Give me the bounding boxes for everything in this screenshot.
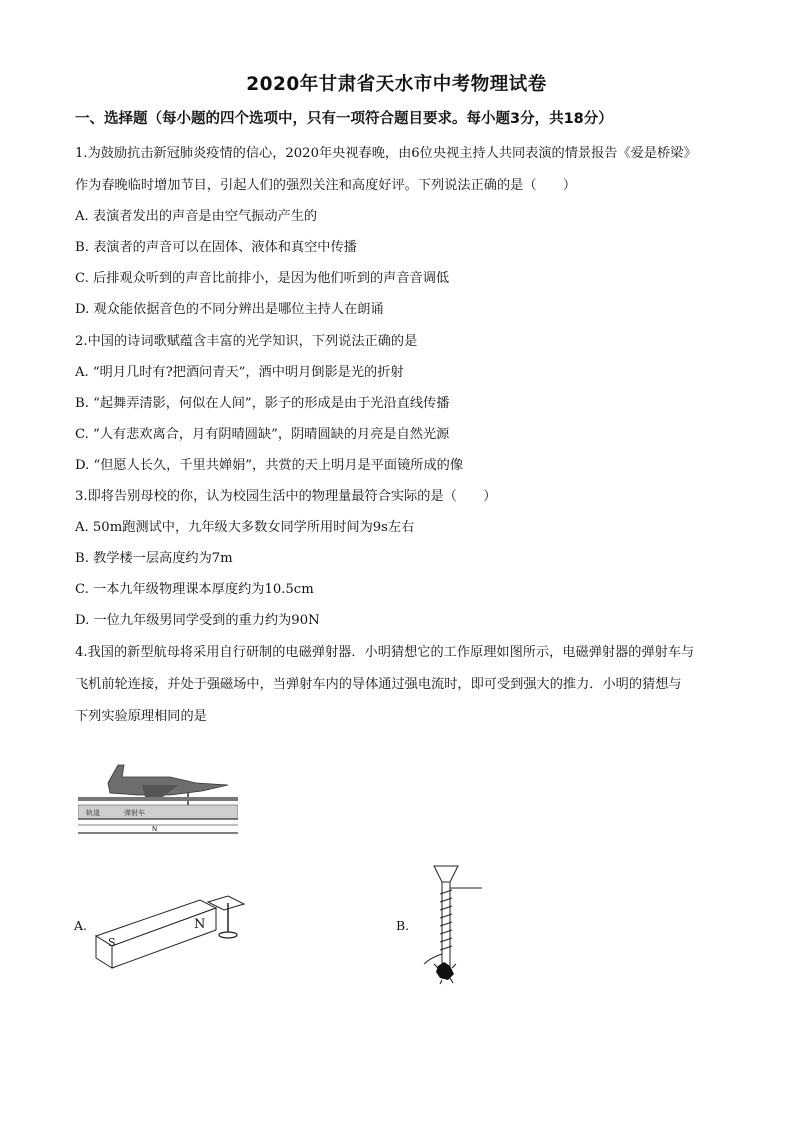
iron-filings (434, 962, 456, 984)
q4-stem-line-3: 下列实验原理相同的是 (75, 709, 207, 724)
compass-stand-base (219, 932, 237, 938)
q3-option-a: A. 50m跑测试中，九年级大多数女同学所用时间为9s左右 (75, 520, 415, 535)
catapult-aircraft-figure (78, 755, 238, 837)
q3-option-b: B. 教学楼一层高度约为7m (75, 551, 233, 566)
q1-option-b: B. 表演者的声音可以在固体、液体和真空中传播 (75, 240, 357, 255)
q3-option-d: D. 一位九年级男同学受到的重力约为90N (75, 613, 320, 628)
pole-label: N (152, 825, 158, 833)
q3-stem: 3.即将告别母校的你，认为校园生活中的物理量最符合实际的是（ ） (75, 489, 497, 504)
q2-option-b: B. “起舞弄清影，何似在人间”，影子的形成是由于光沿直线传播 (75, 396, 450, 411)
q4-stem-line-1: 4.我国的新型航母将采用自行研制的电磁弹射器．小明猜想它的工作原理如图所示，电磁弹射器的弹射车与 (75, 645, 695, 660)
section-heading: 一、选择题（每小题的四个选项中，只有一项符合题目要求。每小题3分，共18分） (75, 111, 613, 127)
q1-option-c: C. 后排观众听到的声音比前排小，是因为他们听到的声音音调低 (75, 271, 450, 286)
q1-stem-line-1: 1.为鼓励抗击新冠肺炎疫情的信心，2020年央视春晚，由6位央视主持人共同表演的情景报告《爱是桥梁》 (75, 146, 697, 161)
track-label: 轨道 (86, 809, 100, 817)
coil-wire-bottom (424, 954, 442, 964)
q3-option-c: C. 一本九年级物理课本厚度约为10.5cm (75, 582, 314, 597)
track-body (78, 805, 238, 819)
q4-option-b-label: B. (396, 918, 410, 933)
bar-magnet-compass-figure (92, 888, 267, 970)
cart-label: 弹射车 (124, 809, 145, 817)
q1-option-a: A. 表演者发出的声音是由空气振动产生的 (75, 209, 318, 224)
electromagnet-figure (420, 862, 490, 987)
q4-stem-line-2: 飞机前轮连接，并处于强磁场中，当弹射车内的导体通过强电流时，即可受到强大的推力．小明的猜想与 (75, 677, 682, 692)
q2-option-a: A. “明月几时有?把酒问青天”，酒中明月倒影是光的折射 (75, 365, 404, 380)
q2-option-c: C. “人有悲欢离合，月有阴晴圆缺”，阴晴圆缺的月亮是自然光源 (75, 427, 450, 442)
magnet-north-label: N (194, 917, 206, 932)
nail-body (442, 882, 450, 970)
q1-option-d: D. 观众能依据音色的不同分辨出是哪位主持人在朗诵 (75, 302, 384, 317)
q2-option-d: D. “但愿人长久，千里共婵娟”，共赏的天上明月是平面镜所成的像 (75, 458, 464, 473)
q1-stem-line-2: 作为春晚临时增加节目，引起人们的强烈关注和高度好评。下列说法正确的是（ ） (75, 178, 577, 193)
q2-stem: 2.中国的诗词歌赋蕴含丰富的光学知识，下列说法正确的是 (75, 334, 418, 349)
track-top (78, 797, 238, 801)
magnet-south-label: S (108, 936, 116, 949)
q4-option-a-label: A. (74, 918, 88, 933)
nail-head (434, 866, 458, 882)
page-title: 2020年甘肃省天水市中考物理试卷 (246, 74, 547, 95)
